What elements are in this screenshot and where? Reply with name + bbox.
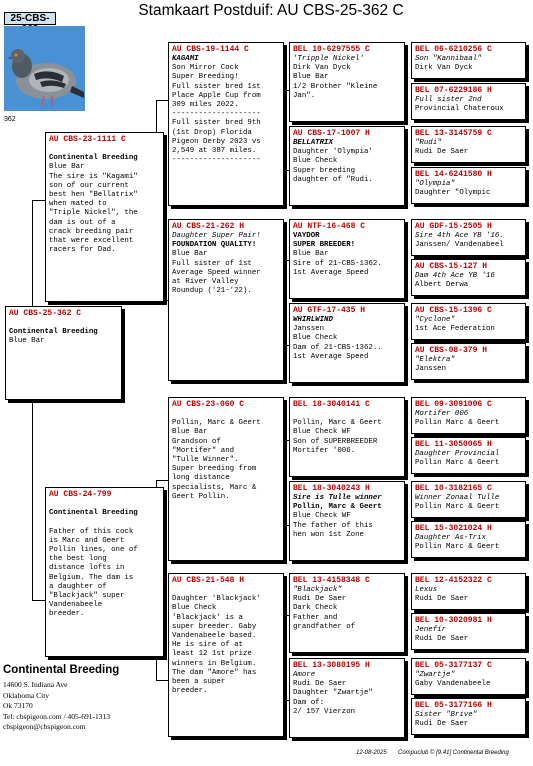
owner-city: Oklahoma City — [3, 690, 50, 700]
owner-zip: Ok 73170 — [3, 701, 33, 710]
pedigree-dam-dam[interactable]: AU CBS-21-548 H Daughter 'Blackjack' Blue Check 'Blackjack' is a super breeder. Gaby Vandenabeele based. He is sire of at least 12 1st prize winners in Belgium. The dam "Amore" has been a super breeder. — [168, 573, 284, 737]
pedigree-g8[interactable]: AU CBS-08-379 H "Elektra" Janssen — [411, 343, 526, 380]
owner-name: Continental Breeding — [3, 664, 120, 676]
pedigree-dss[interactable]: BEL 18-3040141 C Pollin, Marc & Geert Blue Check WF Son of SUPERBREEDER Mortifer '006. — [289, 397, 405, 477]
ring-label: 25-CBS- — [4, 12, 56, 25]
ring-number: AU CBS-21-262 H — [172, 222, 245, 231]
pedigree-g14[interactable]: BEL 10-3020981 H Jenefir Rudi De Saer — [411, 613, 526, 650]
pedigree-sire-sire[interactable]: AU CBS-19-1144 C KAGAMI Son Mirror Cock Super Breeding! Full sister bred 1st Place Apple Cup from 309 miles 2022. -------------------- Full sister bred 9th (1st Drop) Florida Pigeon Derby 2023 vs 2,549 at 387 miles. -------------------- — [168, 42, 284, 206]
pedigree-g16[interactable]: BEL 05-3177166 H Sister "Brive" Rudi De Saer — [411, 698, 526, 735]
pedigree-g9[interactable]: BEL 09-3091006 C Mortifer 006 Pollin Marc & Geert — [411, 397, 526, 434]
owner-address: 14600 S. Indiana Ave — [3, 680, 68, 689]
pedigree-g15[interactable]: BEL 05-3177137 C "Zwartje" Gaby Vandenabeele — [411, 658, 526, 695]
ring-number: AU CBS-21-548 H — [172, 576, 245, 585]
owner-tel: Tel: cbspigeon.com / 405-691-1313 — [3, 711, 110, 721]
pedigree-sdd[interactable]: AU GTF-17-435 H WHIRLWIND Janssen Blue Check Dam of 21-CBS-1362.. 1st Average Speed — [289, 303, 405, 383]
pedigree-g11[interactable]: BEL 10-3182165 C Winner Zonaal Tulle Pollin Marc & Geert — [411, 481, 526, 518]
footer-software: Compuclub © [9.41] Continental Breeding — [398, 750, 509, 756]
pedigree-g13[interactable]: BEL 12-4152322 C Lexus Rudi De Saer — [411, 573, 526, 610]
pedigree-dam-sire[interactable]: AU CBS-23-060 C Pollin, Marc & Geert Blue Bar Grandson of "Mortifer" and "Tulle Winner". Super breeding from long distance specialists, Marc & Geert Pollin. — [168, 397, 284, 561]
photo-caption: 362 — [4, 116, 16, 123]
pigeon-photo — [4, 26, 85, 111]
owner-email: cbspigeon@cbspigeon.com — [3, 722, 86, 731]
pedigree-g4[interactable]: BEL 14-6241580 H "Olympia" Daughter "Olympic — [411, 167, 526, 204]
pedigree-dds[interactable]: BEL 13-4158348 C "Blackjack" Rudi De Saer Dark Check Father and grandfather of — [289, 573, 405, 653]
pedigree-ddd[interactable]: BEL 13-3080195 H Amore Rudi De Saer Daughter "Zwartje" Dam of: 2/ 157 Vierzon — [289, 658, 405, 738]
ring-number: AU CBS-25-362 C — [9, 309, 82, 318]
footer-date: 12-08-2025 — [356, 750, 387, 756]
pedigree-g6[interactable]: AU CBS-15-127 H Dam 4th Ace YB '16 Albert Derwa — [411, 259, 526, 296]
pedigree-g10[interactable]: BEL 11-3050065 H Daughter Provincial Pollin Marc & Geert — [411, 437, 526, 474]
ring-number: AU CBS-23-1111 C — [49, 135, 126, 144]
pedigree-subject[interactable]: AU CBS-25-362 C Continental Breeding Blue Bar — [5, 306, 122, 400]
pedigree-sire-dam[interactable]: AU CBS-21-262 H Daughter Super Pair! FOUNDATION QUALITY! Blue Bar Full sister of 1st Average Speed winner at River Valley Roundup ('21-'22). — [168, 219, 284, 381]
pedigree-ssd[interactable]: AU CBS-17-1007 H BELLATRIX Daughter 'Olympia' Blue Check Super breeding daughter of "Rudi. — [289, 126, 405, 206]
owner-block — [3, 664, 163, 733]
ring-number: AU CBS-23-060 C — [172, 400, 245, 409]
pedigree-g2[interactable]: BEL 07-6229186 H Full sister 2nd Provincial Chateroux — [411, 83, 526, 120]
pedigree-sds[interactable]: AU NTF-16-468 C VAYDOR SUPER BREEDER! Blue Bar Sire of 21-CBS-1362. 1st Average Speed — [289, 219, 405, 299]
pedigree-g5[interactable]: AU GDF-15-2505 H Sire 4th Ace YB '16. Janssen/ Vandenabeel — [411, 219, 526, 256]
pedigree-g3[interactable]: BEL 13-3145759 C "Rudi" Rudi De Saer — [411, 126, 526, 163]
pedigree-sire[interactable]: AU CBS-23-1111 C Continental Breeding Blue Bar The sire is "Kagami" son of our current best hen "Bellatrix" when mated to "Triple Nickel", the dam is out of a crack breeding pair that were excellent racers for Dad. — [45, 132, 164, 302]
ring-number: AU CBS-24-799 — [49, 490, 112, 499]
page-title: Stamkaart Postduif: AU CBS-25-362 C — [138, 2, 404, 19]
pedigree-g12[interactable]: BEL 15-3021024 H Daughter As-Trix Pollin Marc & Geert — [411, 521, 526, 558]
ring-number: AU CBS-19-1144 C — [172, 45, 249, 54]
pedigree-sss[interactable]: BEL 10-6297555 C 'Tripple Nickel' Dirk Van Dyck Blue Bar 1/2 Brother "Kleine Jan". — [289, 42, 405, 122]
pedigree-g1[interactable]: BEL 06-6210256 C Son "Kannibaal" Dirk Van Dyck — [411, 42, 526, 79]
pedigree-dam[interactable]: AU CBS-24-799 Continental Breeding Father of this cock is Marc and Geert Pollin lines, one of the best long distance lofts in Belgium. The dam is a daughter of "Blackjack" super Vandenabeele breeder. — [45, 487, 164, 657]
pedigree-g7[interactable]: AU CBS-15-1396 C "Cyclone" 1st Ace Federation — [411, 303, 526, 340]
pedigree-dsd[interactable]: BEL 18-3040243 H Sire is Tulle winner Pollin, Marc & Geert Blue Check WF The father of this hen won 1st Zone — [289, 481, 405, 561]
